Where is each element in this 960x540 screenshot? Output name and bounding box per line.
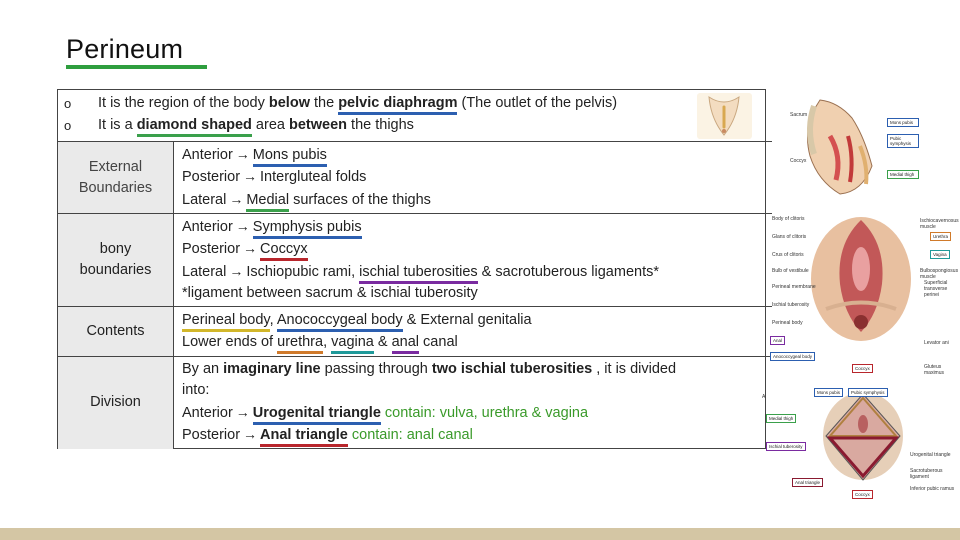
text-span: , xyxy=(323,333,332,350)
label-external-boundaries xyxy=(58,142,174,214)
tag-anococcygeal-body xyxy=(770,352,815,361)
title-underline xyxy=(66,65,207,69)
text-span: It is a xyxy=(98,117,137,133)
term-diamond-shaped: diamond shaped xyxy=(137,117,252,137)
row-bony-boundaries xyxy=(58,214,772,307)
text-span: Anococcygeal body xyxy=(773,354,813,359)
row-division xyxy=(58,357,772,449)
row-contents xyxy=(58,307,772,357)
text-span: between xyxy=(289,117,348,133)
label-bony-boundaries xyxy=(58,214,174,307)
text-span: the thighs xyxy=(347,117,414,133)
arrow-right-icon: → xyxy=(235,403,250,420)
text-span: Urethra xyxy=(933,234,949,239)
label-body-of-clitoris: Body of clitoris xyxy=(772,216,805,222)
label-crus: Crus of clitoris xyxy=(772,252,804,258)
tag-pubic-symphysis-2 xyxy=(848,388,888,397)
external-boundaries-content xyxy=(174,142,773,214)
label-levator-ani: Levator ani xyxy=(924,340,949,346)
label-perineal-membrane: Perineal membrane xyxy=(772,284,816,290)
perineal-muscles-figure xyxy=(806,214,916,344)
intro-line-1-text xyxy=(98,93,617,114)
arrow-right-icon: → xyxy=(243,240,258,256)
text-span: & sacrotuberous ligaments* xyxy=(477,263,659,280)
text-span: Mons pubis xyxy=(890,120,914,125)
text-span: Intergluteal folds xyxy=(260,169,367,186)
tag-vagina xyxy=(930,250,950,259)
text-span: surfaces of the thighs xyxy=(289,191,431,208)
text-span: & xyxy=(373,333,392,350)
text-span: Posterior xyxy=(182,241,241,257)
label-perineal-body: Perineal body xyxy=(772,320,803,326)
label-ischial-tuberosity: Ischial tuberosity xyxy=(772,302,810,308)
tag-pubic-symphysis xyxy=(887,134,919,148)
term-anal: anal xyxy=(392,334,419,354)
text-span: two ischial tuberosities xyxy=(431,360,593,377)
text-span: Medial thigh xyxy=(890,172,915,177)
arrow-right-icon: → xyxy=(243,426,258,443)
intro-line-2 xyxy=(60,115,700,137)
text-span: , xyxy=(269,312,277,328)
tag-coccyx-2 xyxy=(852,490,873,499)
text-span: Lower ends of xyxy=(182,333,278,350)
row-label-text: bony boundaries xyxy=(79,241,152,278)
division-line-2 xyxy=(182,380,772,402)
text-span: , it is divided xyxy=(592,360,677,377)
tag-coccyx xyxy=(852,364,873,373)
label-urogenital-triangle: Urogenital triangle xyxy=(910,452,951,458)
text-span: below xyxy=(268,95,310,111)
bony-anterior xyxy=(182,216,772,239)
text-span: Ischiopubic rami, xyxy=(246,263,360,280)
label-sacrum: Sacrum xyxy=(790,112,808,118)
bullet-marker: o xyxy=(64,118,72,133)
tag-anal xyxy=(770,336,785,345)
text-span: into: xyxy=(182,382,210,399)
arrow-right-icon: → xyxy=(235,145,250,162)
label-gluteus-maximus: Gluteus maximus xyxy=(924,364,945,376)
footer-band xyxy=(0,528,960,540)
text-span: the xyxy=(309,95,339,111)
label-inferior-pubic-ramus: Inferior pubic ramus xyxy=(910,486,955,492)
external-anterior xyxy=(182,144,772,167)
row-label-text: External Boundaries xyxy=(78,158,153,196)
text-span: (The outlet of the pelvis) xyxy=(457,95,618,111)
external-lateral xyxy=(182,189,772,212)
bony-note xyxy=(182,283,772,305)
term-pelvic-diaphragm: pelvic diaphragm xyxy=(338,95,457,115)
text-span: Posterior xyxy=(182,169,241,186)
tag-ischial-2 xyxy=(766,442,806,451)
text-span: Mons pubis xyxy=(817,390,841,395)
division-line-3 xyxy=(182,402,772,425)
arrow-right-icon: → xyxy=(229,190,244,207)
text-span: Coccyx xyxy=(855,492,870,497)
text-span: Anal triangle xyxy=(795,480,821,485)
text-span: Pubic symphysis xyxy=(890,136,912,146)
term-anococcygeal-body: Anococcygeal body xyxy=(277,312,403,332)
label-superficial-transverse: Superficial transverse perinei xyxy=(924,280,948,298)
term-medial: Medial xyxy=(246,192,289,212)
text-span: Coccyx xyxy=(855,366,870,371)
label-bulbospongiosus: Bulbospongiosus muscle xyxy=(920,268,959,280)
bullet-marker: o xyxy=(64,96,72,111)
text-span: Anal xyxy=(773,338,783,343)
row-external-boundaries xyxy=(58,142,772,214)
row-label-text: Contents xyxy=(86,323,145,339)
text-span: Posterior xyxy=(182,427,241,444)
text-span: Anterior xyxy=(182,218,233,235)
tag-urethra xyxy=(930,232,951,241)
text-span: Lateral xyxy=(182,263,227,280)
term-coccyx: Coccyx xyxy=(260,241,308,261)
perineum-thumbnail-image xyxy=(697,93,752,139)
label-bulb: Bulb of vestibule xyxy=(772,268,809,274)
text-span: contain: vulva, urethra & vagina xyxy=(380,404,589,421)
text-span: Lateral xyxy=(182,191,227,208)
text-span: imaginary line xyxy=(223,360,321,377)
tag-mons-pubis-2 xyxy=(814,388,843,397)
term-mons-pubis: Mons pubis xyxy=(253,147,327,167)
label-division xyxy=(58,357,174,449)
arrow-right-icon: → xyxy=(229,262,244,279)
text-span: It is the region of the body xyxy=(98,95,269,111)
text-span: By an xyxy=(182,360,224,377)
text-span: & External genitalia xyxy=(402,312,532,328)
division-content xyxy=(174,357,773,449)
tag-medial-thigh xyxy=(887,170,919,179)
arrow-right-icon: → xyxy=(243,168,258,185)
contents-line-2 xyxy=(182,332,772,354)
term-vagina: vagina xyxy=(331,334,374,354)
contents-content xyxy=(174,307,773,357)
text-span: Ischial tuberosity xyxy=(769,444,803,449)
tag-mons-pubis xyxy=(887,118,919,127)
label-figure-a: A xyxy=(762,394,766,400)
label-contents xyxy=(58,307,174,357)
term-urethra: urethra xyxy=(277,334,323,354)
label-sacrotuberous: Sacrotuberous ligament xyxy=(910,468,943,480)
term-perineal-body: Perineal body xyxy=(182,312,270,332)
text-span: contain: anal canal xyxy=(347,427,473,444)
text-span: Medial thigh xyxy=(769,416,794,421)
intro-bullets xyxy=(60,93,700,137)
text-span: Anterior xyxy=(182,404,233,421)
division-line-4 xyxy=(182,424,772,447)
division-line-1 xyxy=(182,359,772,381)
text-span: area xyxy=(251,117,289,133)
perineum-diamond-figure xyxy=(818,388,908,488)
bony-lateral xyxy=(182,261,772,284)
bony-boundaries-content xyxy=(174,214,773,307)
term-symphysis-pubis: Symphysis pubis xyxy=(253,219,362,239)
term-ischial-tuberosities: ischial tuberosities xyxy=(359,264,477,284)
label-glans: Glans of clitoris xyxy=(772,234,807,240)
external-posterior xyxy=(182,166,772,189)
anatomy-figures xyxy=(760,96,960,506)
tag-anal-triangle xyxy=(792,478,823,487)
text-span: Vagina xyxy=(933,252,947,257)
intro-line-1 xyxy=(60,93,700,115)
label-coccyx: Coccyx xyxy=(790,158,807,164)
term-urogenital-triangle: Urogenital triangle xyxy=(253,405,381,425)
boundaries-table xyxy=(58,141,772,449)
text-span: Anterior xyxy=(182,146,233,163)
page-title: Perineum xyxy=(66,34,184,64)
text-span: passing through xyxy=(320,360,432,377)
tag-medial-thigh-2 xyxy=(766,414,796,423)
term-anal-triangle: Anal triangle xyxy=(260,427,348,447)
row-label-text: Division xyxy=(90,394,141,411)
text-span: canal xyxy=(419,333,458,350)
bony-posterior xyxy=(182,238,772,261)
contents-line-1 xyxy=(182,310,772,332)
text-span: *ligament between sacrum & ischial tuberosity xyxy=(182,285,478,301)
intro-line-2-text xyxy=(98,115,414,136)
label-ischiocavernosus: Ischiocavernosus muscle xyxy=(920,218,959,230)
text-span: Pubic symphysis xyxy=(851,390,885,395)
arrow-right-icon: → xyxy=(235,217,250,234)
